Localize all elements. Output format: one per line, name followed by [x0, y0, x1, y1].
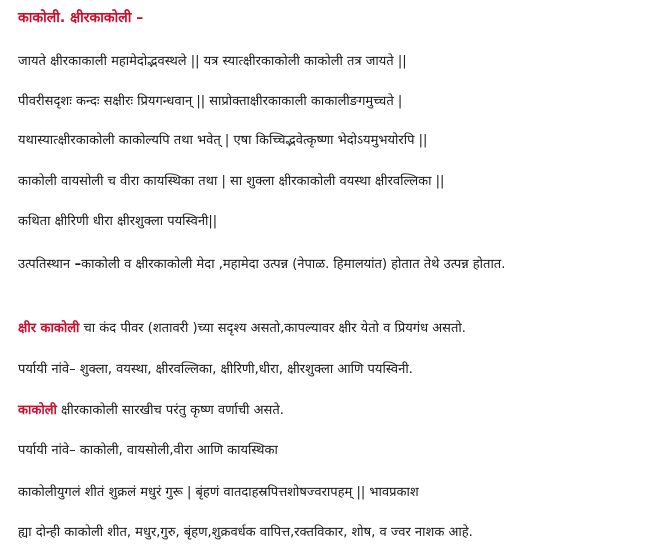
origin-text: काकोली व क्षीरकाकोली मेदा ,महामेदा उत्पन्न (नेपाळ. हिमालयांत) होतात तेथे उत्पन्न होतात.: [81, 257, 506, 272]
origin-dash: –: [70, 257, 82, 272]
kakoli-paragraph: [18, 402, 646, 420]
ksheer-kakoli-name: क्षीर काकोली: [18, 321, 80, 336]
ksheer-kakoli-paragraph: [18, 320, 646, 338]
verse-line-4: काकोली वायसोली च वीरा कायस्थिका तथा | सा शुक्ला क्षीरकाकोली वयस्था क्षीरवल्लिका ||: [18, 174, 445, 189]
verse-line-1: जायते क्षीरकाकाली महामेदोद्भवस्थले || यत्र स्यात्क्षीरकाकोली काकोली तत्र जायते ||: [18, 54, 407, 69]
bhavaprakash-verse: काकोलीयुगलं शीतं शुक्रलं मधुरं गुरू | बृंहणं वातदाहस्रपित्तशोषज्वरापहम् || भावप्रकाश: [18, 485, 419, 500]
origin-paragraph: [18, 254, 646, 275]
kakoli-name: काकोली: [18, 403, 57, 418]
ksheer-kakoli-text: चा कंद पीवर (शतावरी )च्या सदृश्य असतो,कापल्यावर क्षीर येतो व प्रियगंध असतो.: [79, 321, 466, 336]
verse-line-2: पीवरीसदृशः कन्दः सक्षीरः प्रियगन्धवान् || साप्रोक्ताक्षीरकाकाली काकालीङगमुच्चते |: [18, 94, 403, 109]
section-heading: काकोली. क्षीरकाकोली –: [18, 10, 144, 26]
synonyms-text-2: काकोली, वायसोली,वीरा आणि कायस्थिका: [75, 443, 278, 458]
synonyms-label-1: पर्यायी नांवे–: [18, 362, 76, 377]
kakoli-text: क्षीरकाकोली सारखीच परंतु कृष्ण वर्णाची असते.: [56, 403, 284, 418]
verse-line-3: यथास्यात्क्षीरकाकोली काकोल्यपि तथा भवेत् | एषा किच्चिद्भवेत्कृष्णा भेदोऽयमुभयोरपि ||: [18, 133, 428, 148]
origin-label: उत्पतिस्थान: [18, 257, 71, 272]
synonyms-label-2: पर्यायी नांवे–: [18, 443, 76, 458]
synonyms-line-1: [18, 361, 646, 379]
verse-line-5: कथिता क्षीरिणी धीरा क्षीरशुक्ला पयस्विनी||: [18, 214, 218, 229]
synonyms-line-2: [18, 442, 646, 460]
conclusion-line: ह्या दोन्ही काकोली शीत, मधुर,गुरु, बृंहण,शुक्रवर्धक वापित्त,रक्तविकार, शोष, व ज्वर नाशक आहे.: [18, 525, 473, 540]
synonyms-text-1: शुक्ला, वयस्था, क्षीरवल्लिका, क्षीरिणी,धीरा, क्षीरशुक्ला आणि पयस्विनी.: [75, 362, 413, 377]
